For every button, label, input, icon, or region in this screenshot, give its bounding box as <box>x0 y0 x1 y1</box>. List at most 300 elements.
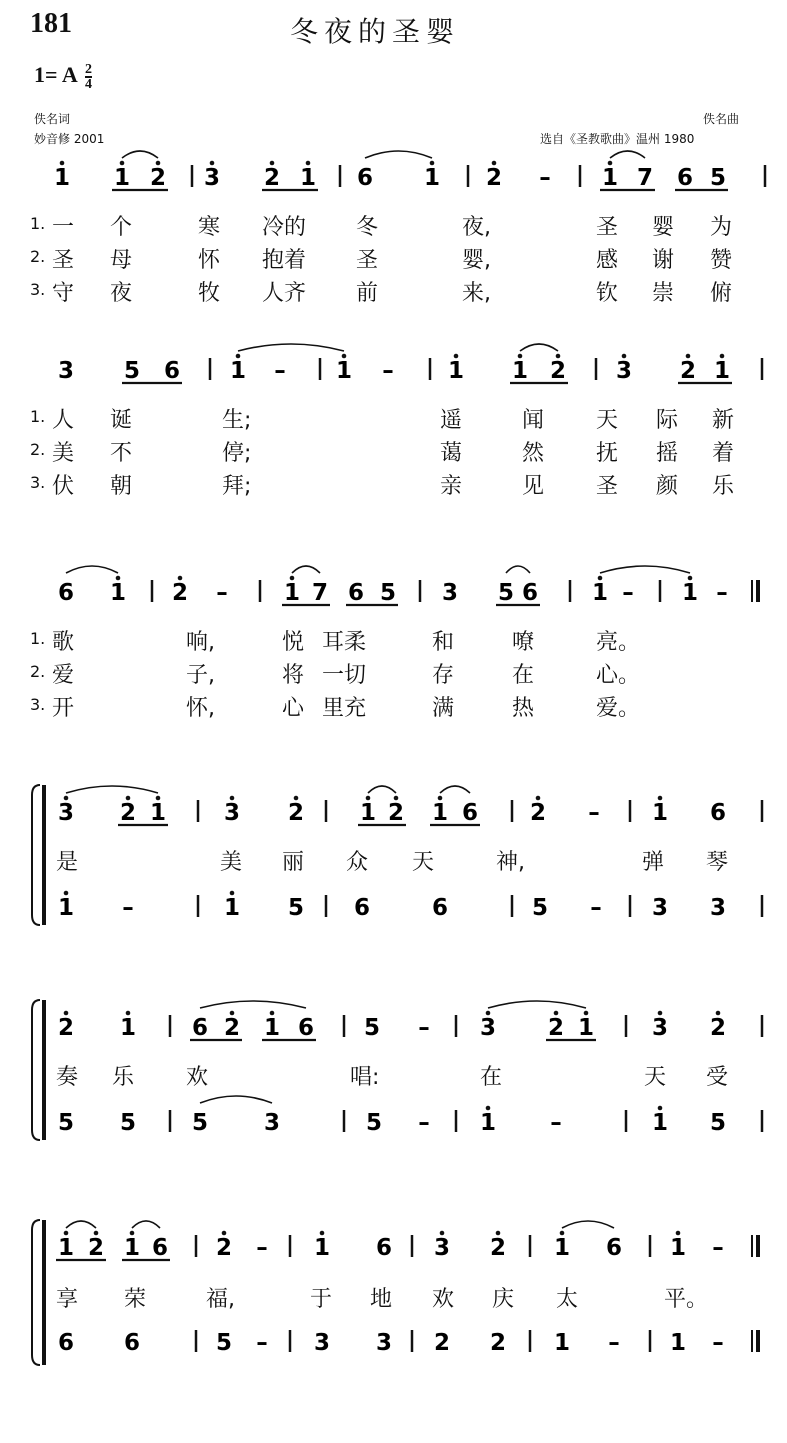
tie-arc <box>368 786 396 793</box>
lyric-syllable: 抚 <box>596 441 619 466</box>
lyric-syllable: 着 <box>712 441 735 466</box>
lyric-syllable: 崇 <box>652 281 675 306</box>
tie-arc <box>292 566 320 573</box>
note: 6 <box>353 895 371 921</box>
lyric-syllable: 心 <box>282 696 305 721</box>
lyric-syllable: 受 <box>706 1065 729 1090</box>
lyric-syllable: 际 <box>656 408 679 433</box>
note: 6 <box>347 580 365 606</box>
lyric-syllable: 弹 <box>642 850 665 875</box>
lyric-syllable: 庆 <box>492 1287 515 1312</box>
note: 6 <box>57 580 75 606</box>
lyric-syllable: 个 <box>110 215 133 240</box>
system-bracket <box>32 1000 40 1140</box>
octave-dot <box>270 1011 275 1016</box>
time-sig-bottom: 4 <box>85 76 92 92</box>
lyric-syllable: 和 <box>432 630 455 655</box>
tie-arc <box>562 1221 614 1228</box>
tie-arc <box>520 344 558 351</box>
tie-arc <box>488 1001 586 1008</box>
note: 3 <box>651 1015 669 1041</box>
octave-dot <box>156 796 161 801</box>
note: 3 <box>651 895 669 921</box>
octave-dot <box>236 354 241 359</box>
octave-dot <box>270 161 275 166</box>
lyric-syllable: 朝 <box>110 474 133 499</box>
note: – <box>418 1110 430 1136</box>
octave-dot <box>496 1231 501 1236</box>
note: – <box>216 580 228 606</box>
lyric-syllable: 牧 <box>198 281 221 306</box>
lyric-syllable: 丽 <box>282 850 305 875</box>
lyric-syllable: 怀 <box>198 248 221 273</box>
verse-number: 1. <box>30 214 46 233</box>
lyric-syllable: 圣 <box>356 248 379 273</box>
octave-dot <box>94 1231 99 1236</box>
note: – <box>256 1330 268 1356</box>
note: – <box>716 580 728 606</box>
lyric-syllable: 圣 <box>596 215 619 240</box>
lyric-syllable: 圣 <box>596 474 619 499</box>
note: 5 <box>287 895 305 921</box>
lyric-syllable: 地 <box>370 1287 393 1312</box>
lyric-syllable: 天 <box>596 408 619 433</box>
lyric-syllable: 诞 <box>110 408 133 433</box>
note: 6 <box>431 895 449 921</box>
octave-dot <box>126 1011 131 1016</box>
verse-number: 2. <box>30 440 46 459</box>
note: 1 <box>113 165 131 191</box>
note: 1 <box>669 1330 687 1356</box>
note: 3 <box>441 580 459 606</box>
note: 1 <box>447 358 465 384</box>
note: 5 <box>365 1110 383 1136</box>
tie-arc <box>506 566 530 573</box>
note: 3 <box>433 1235 451 1261</box>
lyric-syllable: 天 <box>644 1065 667 1090</box>
note: – <box>550 1110 562 1136</box>
note: 1 <box>335 358 353 384</box>
system-bracket <box>32 785 40 925</box>
note: 1 <box>681 580 699 606</box>
note: 6 <box>375 1235 393 1261</box>
octave-dot <box>622 354 627 359</box>
note: 3 <box>615 358 633 384</box>
note: 3 <box>203 165 221 191</box>
lyric-syllable: 神, <box>496 850 525 875</box>
lyric-syllable: 嘹 <box>512 630 535 655</box>
lyric-syllable: 亲 <box>440 474 463 499</box>
octave-dot <box>554 1011 559 1016</box>
note: 3 <box>709 895 727 921</box>
note: 1 <box>53 165 71 191</box>
note: – <box>608 1330 620 1356</box>
lyricist: 佚名词 <box>34 112 71 126</box>
octave-dot <box>486 1011 491 1016</box>
lyric-syllable: 抱着 <box>262 248 307 273</box>
page-number: 181 <box>30 8 72 39</box>
tie-arc <box>600 566 690 573</box>
octave-dot <box>658 1011 663 1016</box>
note: 6 <box>709 800 727 826</box>
lyric-syllable: 冬 <box>356 215 379 240</box>
lyric-syllable: 赞 <box>710 248 733 273</box>
lyric-syllable: 摇 <box>656 441 679 466</box>
lyric-syllable: 乐 <box>112 1065 135 1090</box>
note: 2 <box>489 1235 507 1261</box>
note: 2 <box>87 1235 105 1261</box>
octave-dot <box>210 161 215 166</box>
lyric-syllable: 蔼 <box>440 441 463 466</box>
lyric-syllable: 婴 <box>652 215 675 240</box>
lyric-syllable: 圣 <box>52 248 75 273</box>
lyric-syllable: 伏 <box>52 474 75 499</box>
octave-dot <box>518 354 523 359</box>
lyric-syllable: 一切 <box>322 663 367 688</box>
octave-dot <box>584 1011 589 1016</box>
composer: 佚名曲 <box>703 112 740 126</box>
note: – <box>588 800 600 826</box>
tie-arc <box>238 344 344 351</box>
system-bracket <box>32 1220 40 1365</box>
note: 5 <box>57 1110 75 1136</box>
lyric-syllable: 亮。 <box>596 630 641 655</box>
key-label: 1= A <box>34 62 77 87</box>
lyric-syllable: 人齐 <box>262 281 307 306</box>
octave-dot <box>686 354 691 359</box>
note: 5 <box>215 1330 233 1356</box>
lyric-syllable: 冷的 <box>262 215 307 240</box>
lyric-syllable: 停; <box>222 441 252 466</box>
octave-dot <box>438 796 443 801</box>
octave-dot <box>658 1106 663 1111</box>
note: – <box>256 1235 268 1261</box>
note: 1 <box>669 1235 687 1261</box>
octave-dot <box>290 576 295 581</box>
note: 1 <box>57 1235 75 1261</box>
note: 2 <box>287 800 305 826</box>
note: 1 <box>283 580 301 606</box>
note: 1 <box>553 1235 571 1261</box>
note: 1 <box>313 1235 331 1261</box>
note: 1 <box>577 1015 595 1041</box>
lyric-syllable: 夜, <box>462 215 491 240</box>
note: 6 <box>191 1015 209 1041</box>
note: 6 <box>163 358 181 384</box>
lyric-syllable: 众 <box>346 850 369 875</box>
note: – <box>622 580 634 606</box>
tie-arc <box>66 786 158 793</box>
octave-dot <box>676 1231 681 1236</box>
octave-dot <box>536 796 541 801</box>
verse-number: 3. <box>30 280 46 299</box>
octave-dot <box>64 1011 69 1016</box>
note: 1 <box>57 895 75 921</box>
note: 2 <box>485 165 503 191</box>
note: 1 <box>223 895 241 921</box>
note: 2 <box>709 1015 727 1041</box>
note: 2 <box>549 358 567 384</box>
octave-dot <box>366 796 371 801</box>
tie-arc <box>132 1221 160 1228</box>
octave-dot <box>556 354 561 359</box>
lyric-syllable: 耳柔 <box>322 630 367 655</box>
lyric-syllable: 乐 <box>712 474 735 499</box>
note: 3 <box>57 800 75 826</box>
note: 7 <box>636 165 654 191</box>
lyric-syllable: 前 <box>356 281 379 306</box>
lyric-syllable: 生; <box>222 408 252 433</box>
note: 2 <box>119 800 137 826</box>
lyric-syllable: 欢 <box>432 1287 455 1312</box>
octave-dot <box>230 796 235 801</box>
lyric-syllable: 然 <box>522 441 545 466</box>
note: 2 <box>489 1330 507 1356</box>
lyric-syllable: 开 <box>52 696 75 721</box>
octave-dot <box>60 161 65 166</box>
note: – <box>590 895 602 921</box>
note: 3 <box>263 1110 281 1136</box>
octave-dot <box>178 576 183 581</box>
note: 1 <box>713 358 731 384</box>
note: 6 <box>521 580 539 606</box>
lyric-syllable: 守 <box>52 281 75 306</box>
octave-dot <box>230 1011 235 1016</box>
octave-dot <box>608 161 613 166</box>
note: 5 <box>379 580 397 606</box>
note: 3 <box>479 1015 497 1041</box>
lyric-syllable: 遥 <box>440 408 463 433</box>
octave-dot <box>394 796 399 801</box>
lyric-syllable: 美 <box>52 441 75 466</box>
song-title: 冬夜的圣婴 <box>290 15 461 48</box>
note: 2 <box>149 165 167 191</box>
note: 1 <box>123 1235 141 1261</box>
lyric-syllable: 不 <box>110 441 133 466</box>
octave-dot <box>454 354 459 359</box>
lyric-syllable: 美 <box>220 850 243 875</box>
tie-arc <box>66 566 118 573</box>
octave-dot <box>64 796 69 801</box>
lyric-syllable: 在 <box>512 663 535 688</box>
note: 5 <box>531 895 549 921</box>
verse-number: 1. <box>30 407 46 426</box>
lyric-syllable: 存 <box>432 663 455 688</box>
lyric-syllable: 谢 <box>652 248 675 273</box>
lyric-syllable: 唱: <box>350 1065 380 1090</box>
lyric-syllable: 热 <box>512 696 535 721</box>
note: 5 <box>709 165 727 191</box>
note: 5 <box>191 1110 209 1136</box>
lyric-syllable: 响, <box>186 630 215 655</box>
verse-number: 1. <box>30 629 46 648</box>
lyric-syllable: 里充 <box>322 696 367 721</box>
lyric-syllable: 福, <box>206 1287 235 1312</box>
note: 1 <box>109 580 127 606</box>
note: – <box>382 358 394 384</box>
note: 1 <box>431 800 449 826</box>
note: 1 <box>479 1110 497 1136</box>
lyric-syllable: 悦 <box>282 630 305 655</box>
lyric-syllable: 满 <box>432 696 455 721</box>
lyric-syllable: 新 <box>712 408 735 433</box>
lyric-syllable: 拜; <box>222 474 252 499</box>
note: 5 <box>497 580 515 606</box>
lyric-syllable: 婴, <box>462 248 491 273</box>
tie-arc <box>200 1096 272 1103</box>
tie-arc <box>122 151 158 158</box>
verse-number: 3. <box>30 473 46 492</box>
note: 6 <box>123 1330 141 1356</box>
lyric-syllable: 享 <box>56 1287 79 1312</box>
note: – <box>418 1015 430 1041</box>
lyric-syllable: 歌 <box>52 630 75 655</box>
note: 3 <box>57 358 75 384</box>
note: 6 <box>461 800 479 826</box>
lyric-syllable: 为 <box>710 215 733 240</box>
note: 1 <box>149 800 167 826</box>
note: 5 <box>123 358 141 384</box>
note: 1 <box>651 1110 669 1136</box>
lyric-syllable: 颜 <box>656 474 679 499</box>
verse-number: 2. <box>30 247 46 266</box>
octave-dot <box>342 354 347 359</box>
note: – <box>274 358 286 384</box>
lyric-syllable: 人 <box>52 408 75 433</box>
octave-dot <box>294 796 299 801</box>
note: 3 <box>223 800 241 826</box>
note: 1 <box>553 1330 571 1356</box>
lyric-syllable: 琴 <box>706 850 729 875</box>
verse-number: 2. <box>30 662 46 681</box>
note: 6 <box>151 1235 169 1261</box>
tie-arc <box>66 1221 96 1228</box>
lyric-syllable: 爱 <box>52 663 75 688</box>
time-sig-top: 2 <box>85 61 92 77</box>
note: 1 <box>651 800 669 826</box>
lyric-syllable: 心。 <box>596 663 641 688</box>
octave-dot <box>126 796 131 801</box>
lyric-syllable: 在 <box>480 1065 503 1090</box>
octave-dot <box>716 1011 721 1016</box>
note: 1 <box>229 358 247 384</box>
lyric-syllable: 寒 <box>198 215 221 240</box>
reviser: 妙音修 2001 <box>34 132 105 146</box>
note: 5 <box>119 1110 137 1136</box>
note: 6 <box>605 1235 623 1261</box>
note: 7 <box>311 580 329 606</box>
note: 6 <box>57 1330 75 1356</box>
note: 2 <box>433 1330 451 1356</box>
note: 1 <box>601 165 619 191</box>
verse-number: 3. <box>30 695 46 714</box>
octave-dot <box>116 576 121 581</box>
octave-dot <box>440 1231 445 1236</box>
tie-arc <box>200 1001 306 1008</box>
note: 2 <box>57 1015 75 1041</box>
note: – <box>712 1235 724 1261</box>
note: 2 <box>215 1235 233 1261</box>
note: 1 <box>511 358 529 384</box>
lyric-syllable: 见 <box>522 474 545 499</box>
lyric-syllable: 爱。 <box>596 696 641 721</box>
octave-dot <box>492 161 497 166</box>
note: 1 <box>299 165 317 191</box>
lyric-syllable: 闻 <box>522 408 545 433</box>
note: 2 <box>171 580 189 606</box>
lyric-syllable: 荣 <box>124 1287 147 1312</box>
note: 2 <box>263 165 281 191</box>
note: – <box>539 165 551 191</box>
octave-dot <box>688 576 693 581</box>
octave-dot <box>120 161 125 166</box>
lyric-syllable: 子, <box>186 663 215 688</box>
octave-dot <box>560 1231 565 1236</box>
lyric-syllable: 感 <box>596 248 619 273</box>
lyric-syllable: 一 <box>52 215 75 240</box>
note: 2 <box>547 1015 565 1041</box>
tie-arc <box>610 151 645 158</box>
note: 1 <box>263 1015 281 1041</box>
octave-dot <box>486 1106 491 1111</box>
lyric-syllable: 母 <box>110 248 133 273</box>
lyric-syllable: 太 <box>556 1287 579 1312</box>
octave-dot <box>306 161 311 166</box>
note: 3 <box>313 1330 331 1356</box>
note: 1 <box>591 580 609 606</box>
lyric-syllable: 于 <box>310 1287 333 1312</box>
note: 2 <box>387 800 405 826</box>
note: 2 <box>529 800 547 826</box>
lyric-syllable: 是 <box>56 850 79 875</box>
note: 2 <box>679 358 697 384</box>
tie-arc <box>440 786 470 793</box>
note: 1 <box>119 1015 137 1041</box>
lyric-syllable: 欢 <box>186 1065 209 1090</box>
lyric-syllable: 夜 <box>110 281 133 306</box>
octave-dot <box>430 161 435 166</box>
octave-dot <box>64 1231 69 1236</box>
note: – <box>712 1330 724 1356</box>
octave-dot <box>320 1231 325 1236</box>
note: 6 <box>676 165 694 191</box>
octave-dot <box>130 1231 135 1236</box>
note: 1 <box>359 800 377 826</box>
octave-dot <box>230 891 235 896</box>
source: 选自《圣教歌曲》温州 1980 <box>540 132 695 146</box>
lyric-syllable: 平。 <box>664 1287 709 1312</box>
note: 2 <box>223 1015 241 1041</box>
lyric-syllable: 奏 <box>56 1065 79 1090</box>
octave-dot <box>720 354 725 359</box>
lyric-syllable: 钦 <box>596 281 619 306</box>
lyric-syllable: 天 <box>412 850 435 875</box>
octave-dot <box>156 161 161 166</box>
note: 3 <box>375 1330 393 1356</box>
note: 1 <box>423 165 441 191</box>
octave-dot <box>64 891 69 896</box>
octave-dot <box>598 576 603 581</box>
lyric-syllable: 将 <box>282 663 305 688</box>
tie-arc <box>365 151 432 158</box>
note: – <box>122 895 134 921</box>
note: 6 <box>297 1015 315 1041</box>
lyric-syllable: 怀, <box>186 696 215 721</box>
lyric-syllable: 俯 <box>710 281 733 306</box>
octave-dot <box>658 796 663 801</box>
note: 6 <box>356 165 374 191</box>
lyric-syllable: 来, <box>462 281 491 306</box>
